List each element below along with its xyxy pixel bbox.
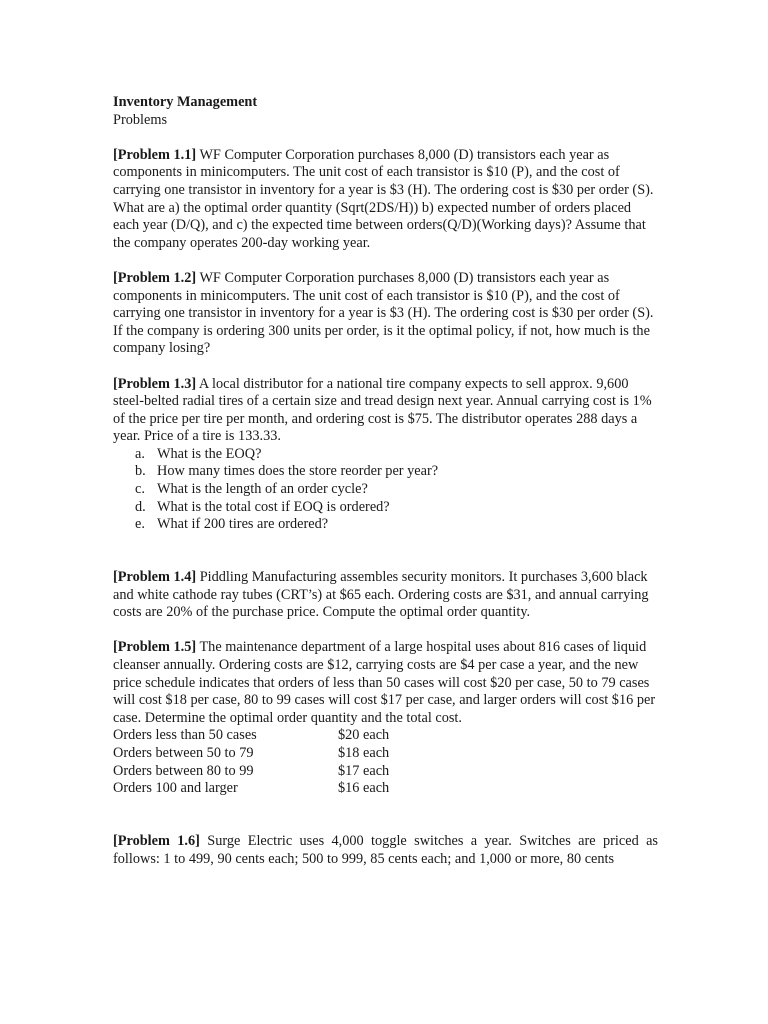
- problem-1-1: [113, 147, 658, 253]
- problem-text: WF Computer Corporation purchases 8,000 (D) transistors each year as components in minicomputers. The unit cost of each transistor is $10 (P), and the cost of carrying one transistor in inventory for a year is $3 (H). The ordering cost is $30 per order (S). If the company is ordering 300 units per order, is it the optimal policy, if not, how much is the company losing?: [113, 269, 654, 357]
- table-row: Orders 100 and larger $16 each: [113, 780, 390, 797]
- list-item: c. What is the length of an order cycle?: [135, 481, 368, 498]
- list-item: a. What is the EOQ?: [135, 445, 262, 462]
- document-subtitle: Problems: [113, 111, 168, 128]
- problem-label: [Problem 1.3]: [113, 375, 197, 392]
- problem-text: WF Computer Corporation purchases 8,000 (D) transistors each year as components in minicomputers. The unit cost of each transistor is $10 (P), and the cost of carrying one transistor in inventory for a year is $3 (H). The ordering cost is $30 per order (S).: [113, 146, 654, 198]
- table-row: Orders less than 50 cases $20 each: [113, 727, 390, 744]
- problem-1-2: [113, 270, 658, 358]
- problem-1-6: [113, 833, 658, 868]
- problem-1-4: [113, 569, 658, 622]
- problem-label: [Problem 1.2]: [113, 269, 197, 286]
- problem-1-3: [113, 376, 658, 534]
- list-item: e. What if 200 tires are ordered?: [135, 516, 329, 533]
- table-row: Orders between 80 to 99 $17 each: [113, 762, 390, 779]
- question-list: [113, 446, 658, 534]
- problem-label: [Problem 1.4]: [113, 569, 197, 586]
- document-title: Inventory Management: [113, 94, 258, 110]
- problem-questions: What are a) the optimal order quantity (Sqrt(2DS/H)) b) expected number of orders placed each year (D/Q), and c) the expected time between orders(Q/D)(Working days)? Assume that the company operates 200-day working year.: [113, 199, 646, 251]
- price-table: [113, 727, 658, 797]
- problem-text: The maintenance department of a large hospital uses about 816 cases of liquid cleanser annually. Ordering costs are $12, carrying costs are $4 per case a year, and the new price schedule indicates that orders of less than 50 cases will cost $20 per case, 50 to 79 cases will cost $18 per case, 80 to 99 cases will cost $17 per case, and larger orders will cost $16 per case. Determine the optimal order quantity and the total cost.: [113, 639, 656, 726]
- problem-text: A local distributor for a national tire company expects to sell approx. 9,600 steel-belted radial tires of a certain size and tread design next year. Annual carrying cost is 1% of the price per tire per month, and ordering cost is $75. The distributor operates 288 days a year. Price of a tire is 133.33.: [113, 375, 652, 445]
- document-content: [113, 94, 658, 868]
- list-item: b. How many times does the store reorder per year?: [135, 463, 439, 480]
- problem-text: Surge Electric uses 4,000 toggle switches a year. Switches are priced as follows: 1 to 499, 90 cents each; 500 to 999, 85 cents each; and 1,000 or more, 80 cents: [113, 832, 658, 867]
- problem-label: [Problem 1.6]: [113, 832, 200, 849]
- problem-label: [Problem 1.1]: [113, 146, 197, 163]
- list-item: d. What is the total cost if EOQ is ordered?: [135, 498, 390, 515]
- problem-label: [Problem 1.5]: [113, 639, 197, 656]
- table-row: Orders between 50 to 79 $18 each: [113, 744, 390, 761]
- problem-text: Piddling Manufacturing assembles security monitors. It purchases 3,600 black and white cathode ray tubes (CRT’s) at $65 each. Ordering costs are $31, and annual carrying costs are 20% of the purchase price. Compute the optimal order quantity.: [113, 569, 649, 621]
- problem-1-5: [113, 639, 658, 797]
